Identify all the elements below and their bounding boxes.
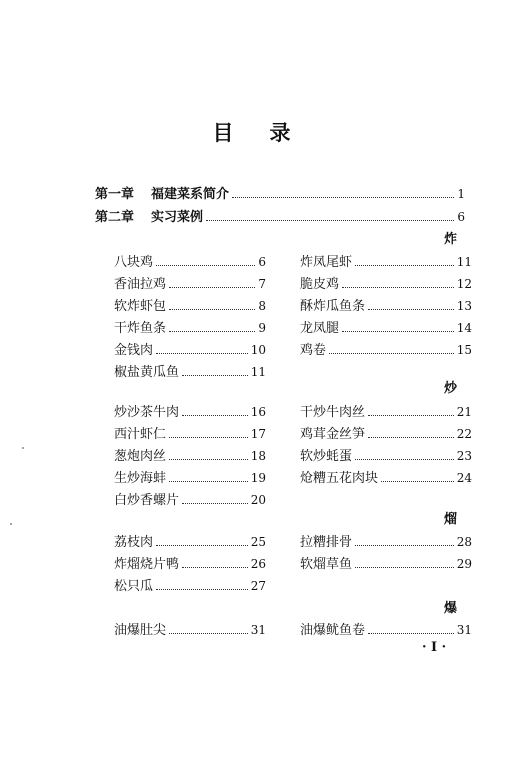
page-number: 9 [258, 321, 266, 335]
toc-entry[interactable] [300, 531, 472, 551]
page-number: 24 [456, 471, 472, 485]
dot-leader [182, 566, 248, 568]
page-number: 7 [258, 277, 266, 291]
dot-leader [329, 352, 454, 354]
toc-entry[interactable] [300, 295, 472, 315]
entry-name: 香油拉鸡 [114, 277, 167, 292]
entry-name: 生炒海蚌 [114, 471, 167, 486]
toc-entry[interactable] [114, 489, 266, 509]
toc-entry[interactable] [114, 361, 266, 381]
page-number: 25 [250, 535, 266, 549]
entry-name: 葱炮肉丝 [114, 449, 167, 464]
entry-name: 西汁虾仁 [114, 427, 167, 442]
section-heading: 炒 [443, 381, 457, 396]
dot-leader [355, 264, 454, 266]
toc-entry[interactable] [114, 273, 266, 293]
dot-leader [156, 544, 248, 546]
entry-name: 干炸鱼条 [114, 321, 167, 336]
entry-name: 软炒蚝蛋 [300, 449, 353, 464]
section-heading: 炸 [443, 232, 457, 247]
dot-leader [342, 286, 454, 288]
title-char-right: 录 [269, 121, 293, 145]
toc-entry[interactable] [114, 531, 266, 551]
page-number: 20 [250, 493, 266, 507]
page-folio: · I · [422, 640, 447, 655]
page-number: 13 [456, 299, 472, 313]
chapter-entry[interactable] [95, 206, 465, 226]
entry-name: 松只瓜 [114, 579, 154, 594]
toc-entry[interactable] [114, 401, 266, 421]
entry-name: 炸凤尾虾 [300, 255, 353, 270]
entry-name: 鸡茸金丝笋 [300, 427, 366, 442]
page-number: 16 [250, 405, 266, 419]
page-number: 21 [456, 405, 472, 419]
dot-leader [368, 308, 454, 310]
toc-entry[interactable] [300, 401, 472, 421]
dot-leader [182, 374, 248, 376]
page-number: 23 [456, 449, 472, 463]
dot-leader [206, 219, 454, 221]
dot-leader [169, 632, 248, 634]
dot-leader [156, 264, 255, 266]
toc-entry[interactable] [300, 339, 472, 359]
page-number: 26 [250, 557, 266, 571]
scan-speck [10, 523, 12, 525]
dot-leader [381, 480, 454, 482]
toc-entry[interactable] [114, 445, 266, 465]
page-number: 19 [250, 471, 266, 485]
page-number: 31 [250, 623, 266, 637]
toc-entry[interactable] [300, 445, 472, 465]
dot-leader [169, 436, 248, 438]
dot-leader [169, 480, 248, 482]
toc-entry[interactable] [300, 553, 472, 573]
toc-entry[interactable] [114, 575, 266, 595]
dot-leader [368, 436, 454, 438]
section-heading: 熘 [443, 512, 457, 527]
scan-speck [22, 447, 24, 449]
toc-entry[interactable] [300, 273, 472, 293]
entry-name: 椒盐黄瓜鱼 [114, 365, 180, 380]
page-number: 1 [457, 187, 465, 201]
entry-name: 拉糟排骨 [300, 535, 353, 550]
dot-leader [355, 566, 454, 568]
dot-leader [156, 352, 248, 354]
dot-leader [156, 588, 248, 590]
dot-leader [182, 502, 248, 504]
page-title [0, 117, 505, 147]
dot-leader [355, 458, 454, 460]
entry-name: 金钱肉 [114, 343, 154, 358]
page-number: 11 [250, 365, 266, 379]
entry-name: 软炸虾包 [114, 299, 167, 314]
page-number: 28 [456, 535, 472, 549]
page-number: 31 [456, 623, 472, 637]
chapter-number: 第二章 [95, 210, 135, 225]
entry-name: 炸熘烧片鸭 [114, 557, 180, 572]
entry-name: 龙凤腿 [300, 321, 340, 336]
toc-entry[interactable] [300, 317, 472, 337]
toc-entry[interactable] [114, 423, 266, 443]
entry-name: 白炒香螺片 [114, 493, 180, 508]
dot-leader [169, 308, 255, 310]
entry-name: 脆皮鸡 [300, 277, 340, 292]
toc-entry[interactable] [114, 339, 266, 359]
chapter-number: 第一章 [95, 187, 135, 202]
page-number: 18 [250, 449, 266, 463]
toc-entry[interactable] [114, 467, 266, 487]
dot-leader [355, 544, 454, 546]
page-number: 6 [457, 210, 465, 224]
dot-leader [342, 330, 454, 332]
page-number: 15 [456, 343, 472, 357]
dot-leader [182, 414, 248, 416]
entry-name: 炒沙茶牛肉 [114, 405, 180, 420]
dot-leader [169, 458, 248, 460]
page-number: 11 [456, 255, 472, 269]
dot-leader [169, 330, 255, 332]
page-number: 6 [258, 255, 266, 269]
entry-name: 荔枝肉 [114, 535, 154, 550]
toc-entry[interactable] [114, 553, 266, 573]
toc-entry[interactable] [300, 423, 472, 443]
entry-name: 油爆鱿鱼卷 [300, 623, 366, 638]
toc-entry[interactable] [114, 251, 266, 271]
page-number: 22 [456, 427, 472, 441]
page-number: 29 [456, 557, 472, 571]
toc-entry[interactable] [300, 251, 472, 271]
entry-name: 酥炸瓜鱼条 [300, 299, 366, 314]
dot-leader [169, 286, 255, 288]
page-number: 12 [456, 277, 472, 291]
entry-name: 油爆肚尖 [114, 623, 167, 638]
section-heading: 爆 [443, 601, 457, 616]
toc-entry[interactable] [300, 619, 472, 639]
toc-entry[interactable] [114, 317, 266, 337]
chapter-name: 实习菜例 [151, 210, 204, 225]
title-char-left: 目 [212, 121, 236, 145]
chapter-name: 福建菜系简介 [151, 187, 230, 202]
page-number: 8 [258, 299, 266, 313]
entry-name: 鸡卷 [300, 343, 327, 358]
toc-entry[interactable] [300, 467, 472, 487]
page-number: 27 [250, 579, 266, 593]
toc-entry[interactable] [114, 295, 266, 315]
page-number: 17 [250, 427, 266, 441]
entry-name: 软熘草鱼 [300, 557, 353, 572]
dot-leader [368, 632, 454, 634]
page-number: 14 [456, 321, 472, 335]
entry-name: 干炒牛肉丝 [300, 405, 366, 420]
dot-leader [232, 196, 454, 198]
entry-name: 八块鸡 [114, 255, 154, 270]
toc-entry[interactable] [114, 619, 266, 639]
dot-leader [368, 414, 454, 416]
entry-name: 炝糟五花肉块 [300, 471, 379, 486]
page-number: 10 [250, 343, 266, 357]
chapter-entry[interactable] [95, 183, 465, 203]
